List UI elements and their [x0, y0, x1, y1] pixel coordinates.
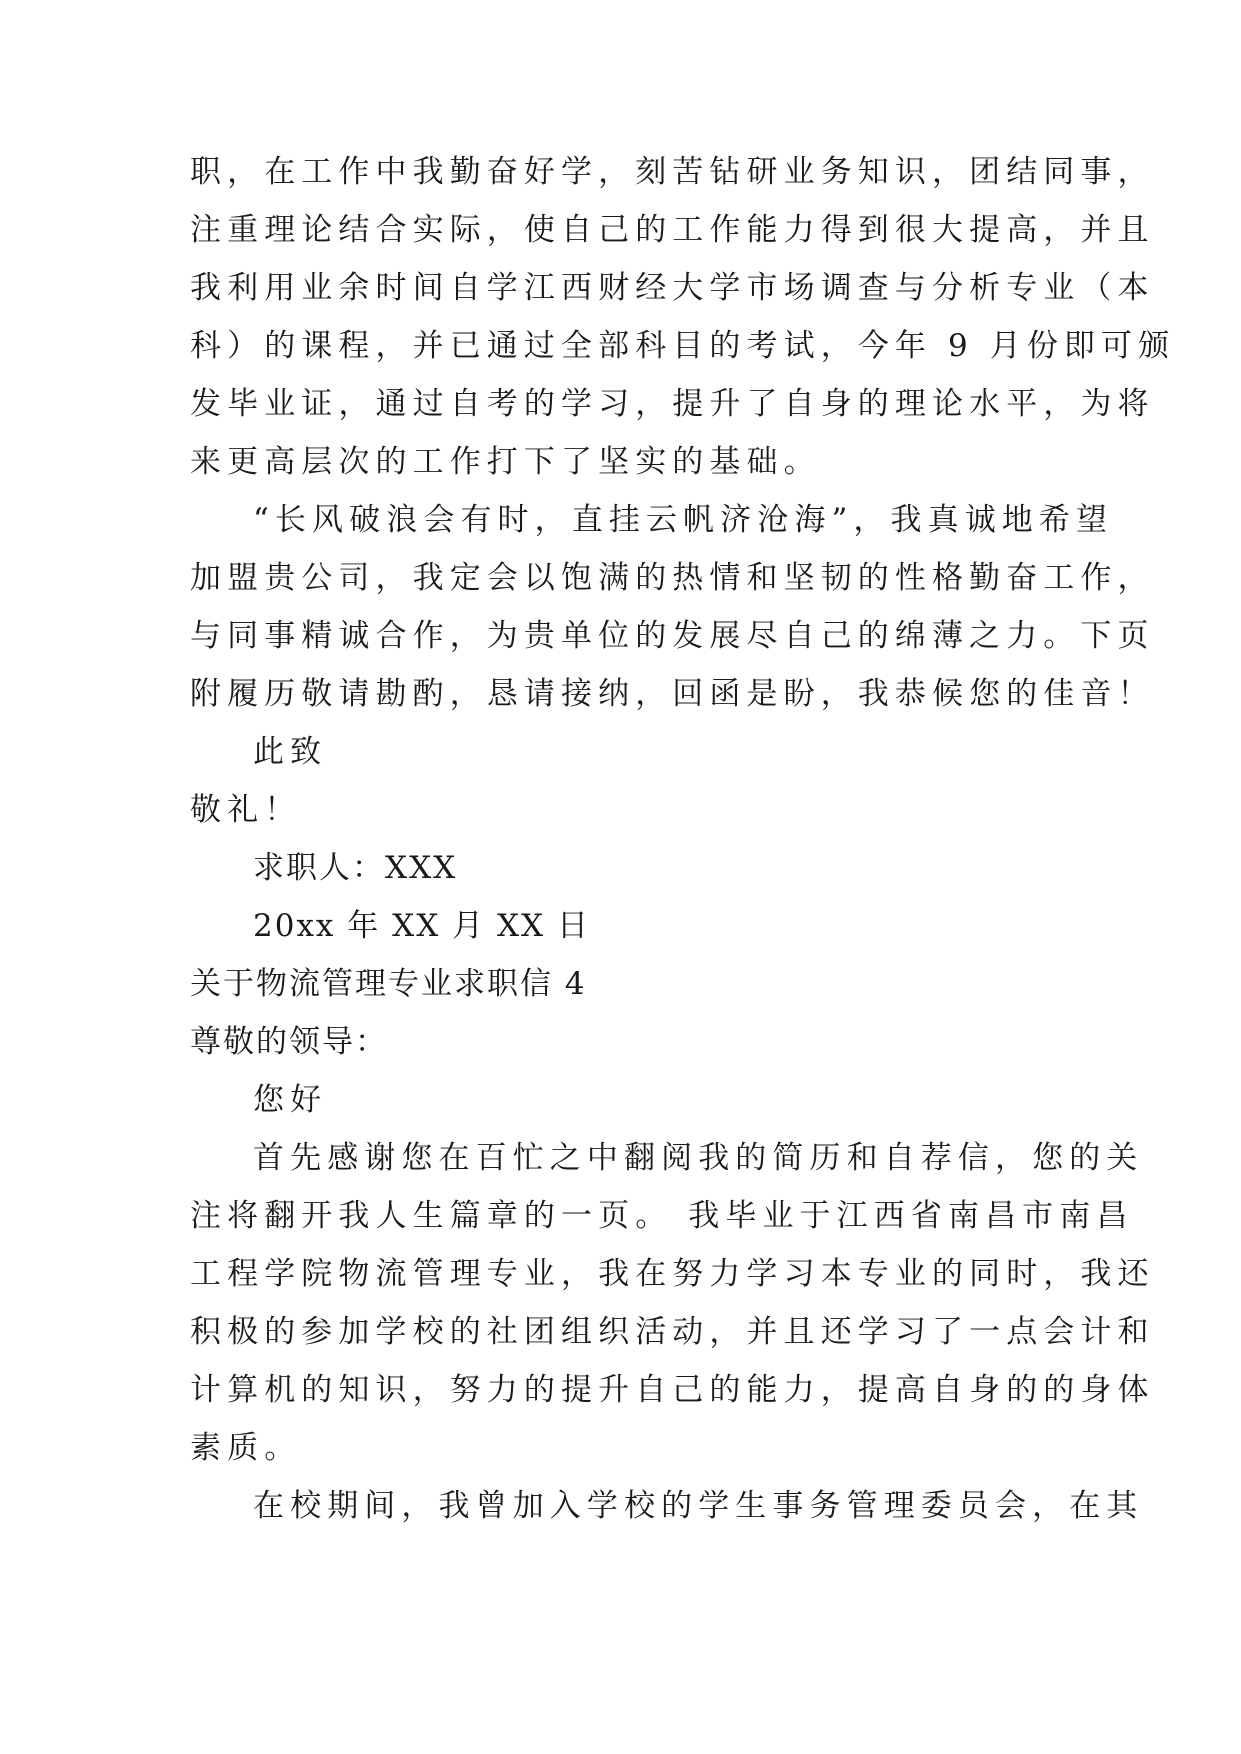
- paragraph-line: 注重理论结合实际，使自己的工作能力得到很大提高，并且: [190, 212, 1155, 248]
- paragraph-line: 我利用业余时间自学江西财经大学市场调查与分析专业（本: [190, 270, 1155, 306]
- paragraph-line: 来更高层次的工作打下了坚实的基础。: [190, 444, 821, 480]
- paragraph-line: 发毕业证，通过自考的学习，提升了自身的理论水平，为将: [190, 386, 1155, 422]
- paragraph-line: 附履历敬请勘酌，恳请接纳，回函是盼，我恭候您的佳音！: [190, 676, 1155, 712]
- paragraph-line: 注将翻开我人生篇章的一页。 我毕业于江西省南昌市南昌: [190, 1198, 1134, 1234]
- salutation-closing: 此致: [253, 734, 328, 770]
- applicant-signature: 求职人：XXX: [253, 850, 458, 886]
- letter-date: 20xx 年 XX 月 XX 日: [253, 908, 590, 944]
- paragraph-line: 首先感谢您在百忙之中翻阅我的简历和自荐信，您的关: [253, 1140, 1144, 1176]
- paragraph-line: 在校期间，我曾加入学校的学生事务管理委员会，在其: [253, 1488, 1144, 1524]
- paragraph-line: “长风破浪会有时，直挂云帆济沧海”，我真诚地希望: [253, 502, 1114, 538]
- paragraph-line: 积极的参加学校的社团组织活动，并且还学习了一点会计和: [190, 1314, 1155, 1350]
- recipient-greeting: 尊敬的领导：: [190, 1024, 388, 1060]
- paragraph-line: 加盟贵公司，我定会以饱满的热情和坚韧的性格勤奋工作，: [190, 560, 1155, 596]
- paragraph-line: 素质。: [190, 1430, 302, 1466]
- paragraph-line: 职，在工作中我勤奋好学，刻苦钻研业务知识，团结同事，: [190, 154, 1155, 190]
- letter-heading: 关于物流管理专业求职信 4: [190, 966, 587, 1002]
- paragraph-line: 与同事精诚合作，为贵单位的发展尽自己的绵薄之力。下页: [190, 618, 1155, 654]
- paragraph-line: 科）的课程，并已通过全部科目的考试，今年 9 月份即可颁: [190, 328, 1176, 364]
- salutation-regards: 敬礼！: [190, 792, 302, 828]
- paragraph-line: 工程学院物流管理专业，我在努力学习本专业的同时，我还: [190, 1256, 1155, 1292]
- paragraph-line: 计算机的知识，努力的提升自己的能力，提高自身的的身体: [190, 1372, 1155, 1408]
- greeting-line: 您好: [253, 1082, 328, 1118]
